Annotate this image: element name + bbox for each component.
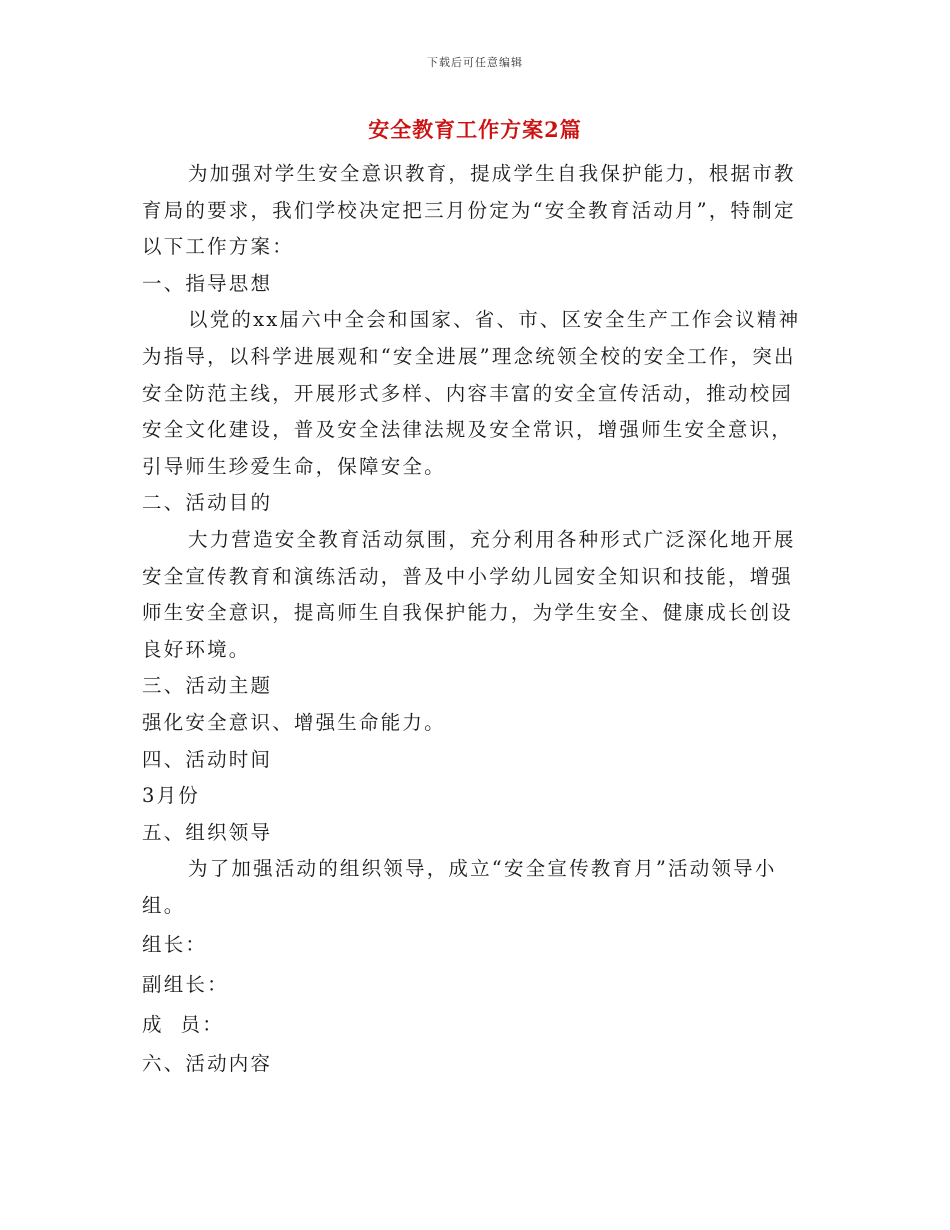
- page-header-note: 下载后可任意编辑: [427, 56, 523, 69]
- org-deputy-line: 副组长：: [142, 973, 229, 997]
- document-title: 安全教育工作方案2篇: [368, 117, 582, 142]
- section-body-guiding-ideology: 以党的xx届六中全会和国家、省、市、区安全生产工作会议精神为指导，以科学进展观和“安全进展”理念统领全校的安全工作，突出安全防范主线，开展形式多样、内容丰富的安全宣传活动，推动校园安全文化建设，普及安全法律法规及安全常识，增强师生安全意识，引导师生珍爱生命，保障安全。: [142, 308, 801, 478]
- section-body-activity-purpose: 大力营造安全教育活动氛围，充分利用各种形式广泛深化地开展安全宣传教育和演练活动，普及中小学幼儿园安全知识和技能，增强师生安全意识，提高师生自我保护能力，为学生安全、健康成长创设良好环境。: [142, 527, 796, 661]
- org-leader-line: 组长：: [142, 933, 208, 957]
- section-heading-activity-time: 四、活动时间: [142, 747, 273, 771]
- section-body-organization: 为了加强活动的组织领导，成立“安全宣传教育月”活动领导小组。: [142, 857, 777, 917]
- document-body: [142, 156, 806, 1083]
- intro-paragraph: 为加强对学生安全意识教育，提成学生自我保护能力，根据市教育局的要求，我们学校决定把三月份定为“安全教育活动月”，特制定以下工作方案：: [142, 162, 796, 259]
- section-body-activity-theme: 强化安全意识、增强生命能力。: [142, 710, 446, 734]
- section-heading-activity-content: 六、活动内容: [142, 1052, 273, 1076]
- section-body-activity-time: 3月份: [142, 784, 201, 808]
- section-heading-guiding-ideology: 一、指导思想: [142, 271, 273, 295]
- section-heading-activity-theme: 三、活动主题: [142, 674, 273, 698]
- section-heading-organization: 五、组织领导: [142, 820, 273, 844]
- section-heading-activity-purpose: 二、活动目的: [142, 491, 273, 515]
- org-members-line: 成 员：: [142, 1012, 224, 1036]
